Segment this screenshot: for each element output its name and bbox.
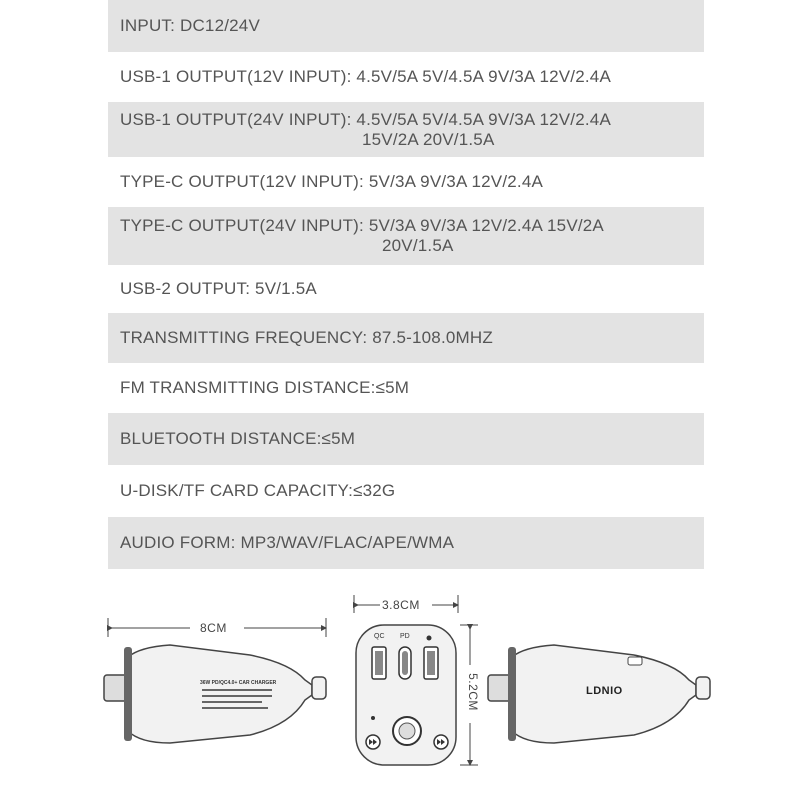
side-view-left [104,645,326,743]
spec-row-typec-12v [108,157,704,207]
spec-row-bluetooth-distance [108,413,704,465]
spec-row-frequency [108,313,704,363]
spec-row-input [108,0,704,52]
spec-text: USB-2 OUTPUT: 5V/1.5A [120,279,317,298]
length-label: 8CM [200,621,227,635]
port-label-qc: QC [374,633,385,640]
spec-text: U-DISK/TF CARD CAPACITY:≤32G [120,481,396,500]
spec-text: BLUETOOTH DISTANCE:≤5M [120,429,356,448]
spec-text-line2: 20V/1.5A [382,236,454,255]
spec-row-usb2 [108,265,704,313]
spec-row-usb1-12v [108,52,704,102]
width-label: 3.8CM [382,598,420,612]
spec-text: INPUT: DC12/24V [120,16,260,35]
port-label-pd: PD [400,633,410,640]
spec-row-capacity [108,465,704,517]
spec-text-line2: 15V/2A 20V/1.5A [362,129,495,149]
front-view [356,625,456,765]
spec-text: AUDIO FORM: MP3/WAV/FLAC/APE/WMA [120,533,455,552]
spec-row-typec-24v [108,207,704,265]
device-label-text: 36W PD/QC4.0+ CAR CHARGER [200,680,277,686]
spec-text: FM TRANSMITTING DISTANCE:≤5M [120,378,410,397]
spec-row-usb1-24v [108,102,704,157]
spec-text: TYPE-C OUTPUT(24V INPUT): 5V/3A 9V/3A 12V/2.4A 15V/2A [120,216,604,235]
spec-row-fm-distance [108,363,704,413]
spec-text: TYPE-C OUTPUT(12V INPUT): 5V/3A 9V/3A 12V/2.4A [120,172,544,191]
spec-text: USB-1 OUTPUT(24V INPUT): 4.5V/5A 5V/4.5A 9V/3A 12V/2.4A [120,109,612,129]
brand-logo: LDNIO [586,685,623,697]
spec-row-audio-form [108,517,704,569]
product-outline-svg [0,585,800,800]
spec-text: USB-1 OUTPUT(12V INPUT): 4.5V/5A 5V/4.5A 9V/3A 12V/2.4A [120,67,612,86]
height-label: 5.2CM [465,673,480,711]
dimension-drawing [0,585,800,800]
spec-text: TRANSMITTING FREQUENCY: 87.5-108.0MHZ [120,328,493,347]
